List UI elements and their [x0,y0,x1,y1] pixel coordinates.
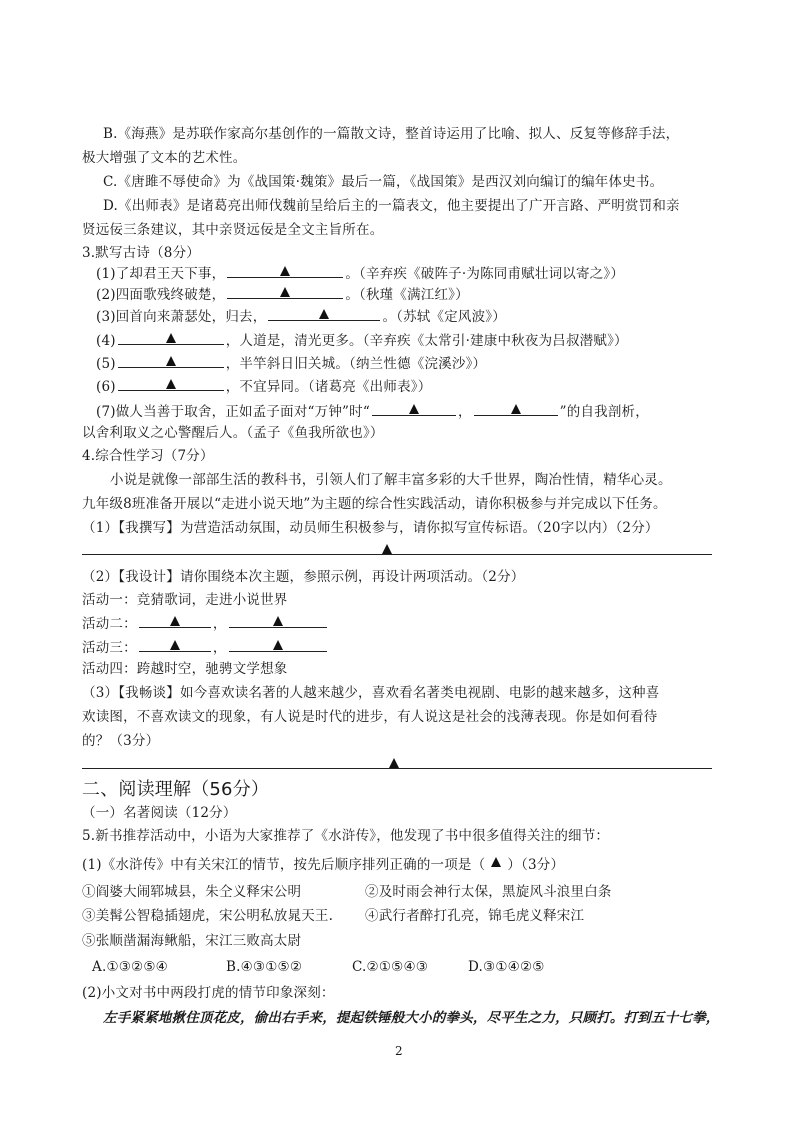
triangle-icon [170,616,180,626]
choice-a[interactable]: A.①③②⑤④ [92,959,168,975]
q4-intro1: 小说是就像一部部生活的教科书，引领人们了解丰富多彩的大千世界，陶冶性情，精华心灵。 [110,472,672,488]
triangle-icon [409,404,419,414]
q5-part2: (2)小文对书中两段打虎的情节印象深刻： [82,985,335,1001]
q3-line3: (3)回首向来萧瑟处，归去， 。（苏轼《定风波》） [96,306,506,327]
q3-line7: (7)做人当善于取舍，正如孟子面对“万钟”时“ ， ”的自我剖析， [96,401,649,422]
triangle-icon [280,266,290,276]
activity-2: 活动二： ， [82,613,329,634]
triangle-icon [389,758,399,768]
answer-blank[interactable] [118,376,224,391]
answer-blank[interactable] [474,401,558,416]
q3-line7-cont: 以舍利取义之心警醒后人。（孟子《鱼我所欲也》） [82,425,384,441]
triangle-icon [170,640,180,650]
event-4: ④武行者醉打孔亮，锦毛虎义释宋江 [365,908,585,924]
novel-excerpt: 左手紧紧地揪住顶花皮，偷出右手来，提起铁锤般大小的拳头，尽平生之力，只顾打。打到五十七拳， [103,1010,720,1026]
event-5: ⑤张顺凿漏海鳅船，宋江三败高太尉 [82,933,302,949]
option-b-line2: 极大增强了文本的艺术性。 [82,150,247,166]
triangle-icon [511,404,521,414]
q5-part1: (1)《水浒传》中有关宋江的情节，按先后顺序排列正确的一项是（ ）（3分） [82,857,565,873]
q3-line2: (2)四面歌残终破楚， 。（秋瑾《满江红》） [96,284,469,305]
page-number: 2 [395,1044,403,1058]
answer-line[interactable] [82,554,712,555]
triangle-icon [382,544,392,554]
choice-d[interactable]: D.③①④②⑤ [468,959,545,975]
activity-3: 活动三： ， [82,637,329,658]
answer-blank[interactable] [229,613,327,628]
q3-line4: (4) ，人道是，清光更多。（辛弃疾《太常引·建康中秋夜为吕叔潜赋》） [96,330,628,351]
triangle-icon [273,640,283,650]
option-d-line2: 贤远佞三条建议，其中亲贤远佞是全文主旨所在。 [82,222,384,238]
answer-blank[interactable] [229,637,327,652]
triangle-icon [166,379,176,389]
triangle-icon [319,309,329,319]
q4-part3-line3: 的？（3分） [82,733,160,749]
q4-title: 4.综合性学习（7分） [82,448,214,464]
option-b-line1: B.《海燕》是苏联作家高尔基创作的一篇散文诗，整首诗运用了比喻、拟人、反复等修辞手法， [103,126,680,142]
triangle-icon [166,333,176,343]
q4-part2: （2）【我设计】请你围绕本次主题，参照示例，再设计两项活动。（2分） [82,569,525,585]
answer-blank[interactable] [372,401,456,416]
subsection-heading: （一）名著阅读（12分） [82,805,237,821]
choice-b[interactable]: B.④③①⑤② [226,959,303,975]
option-c: C.《唐雎不辱使命》为《战国策·魏策》最后一篇，《战国策》是西汉刘向编订的编年体史书。 [103,174,664,190]
q3-line6: (6) ，不宜异同。（诸葛亮《出师表》） [96,376,431,397]
event-1: ①阎婆大闹郓城县，朱仝义释宋公明 [82,884,302,900]
triangle-icon [280,287,290,297]
event-3: ③美髯公智稳插翅虎，宋公明私放晁天王. [82,908,334,924]
answer-blank[interactable] [268,306,380,321]
q4-part1: （1）【我撰写】为营造活动氛围，动员师生积极参与，请你拟写宣传标语。（20字以内）（2分） [82,520,659,536]
answer-blank[interactable] [139,637,211,652]
q4-part3-line1: （3）【我畅谈】如今喜欢读名著的人越来越少，喜欢看名著类电视剧、电影的越来越多，这种喜 [82,685,660,701]
event-2: ②及时雨会神行太保，黑旋风斗浪里白条 [365,884,612,900]
option-d-line1: D.《出师表》是诸葛亮出师伐魏前呈给后主的一篇表文，他主要提出了广开言路、严明赏罚和亲 [103,198,680,214]
section-heading: 二、阅读理解（56分） [82,779,270,800]
triangle-icon [273,616,283,626]
activity-4: 活动四：跨越时空，驰骋文学想象 [82,661,288,677]
answer-line[interactable] [82,768,712,769]
q3-line5: (5) ，半竿斜日旧关城。（纳兰性德《浣溪沙》） [96,353,486,374]
choice-c[interactable]: C.②①⑤④③ [352,959,429,975]
answer-blank[interactable] [227,263,343,278]
answer-blank[interactable] [139,613,211,628]
activity-1: 活动一：竞猜歌词，走进小说世界 [82,592,288,608]
triangle-icon [166,356,176,366]
answer-blank[interactable] [227,284,343,299]
answer-blank[interactable] [485,855,507,869]
q3-line1: (1)了却君王天下事， 。（辛弃疾《破阵子·为陈同甫赋壮词以寄之》） [96,263,624,284]
answer-blank[interactable] [118,353,224,368]
q3-title: 3.默写古诗（8分） [82,245,200,261]
answer-blank[interactable] [118,330,224,345]
q4-part3-line2: 欢读图，不喜欢读文的现象，有人说是时代的进步，有人说这是社会的浅薄表现。你是如何看待 [82,709,658,725]
triangle-icon [491,857,501,867]
q4-intro2: 九年级8班准备开展以“走进小说天地”为主题的综合性实践活动，请你积极参与并完成以下任务。 [82,496,667,512]
q5-intro: 5.新书推荐活动中，小语为大家推荐了《水浒传》，他发现了书中很多值得关注的细节： [82,828,610,844]
